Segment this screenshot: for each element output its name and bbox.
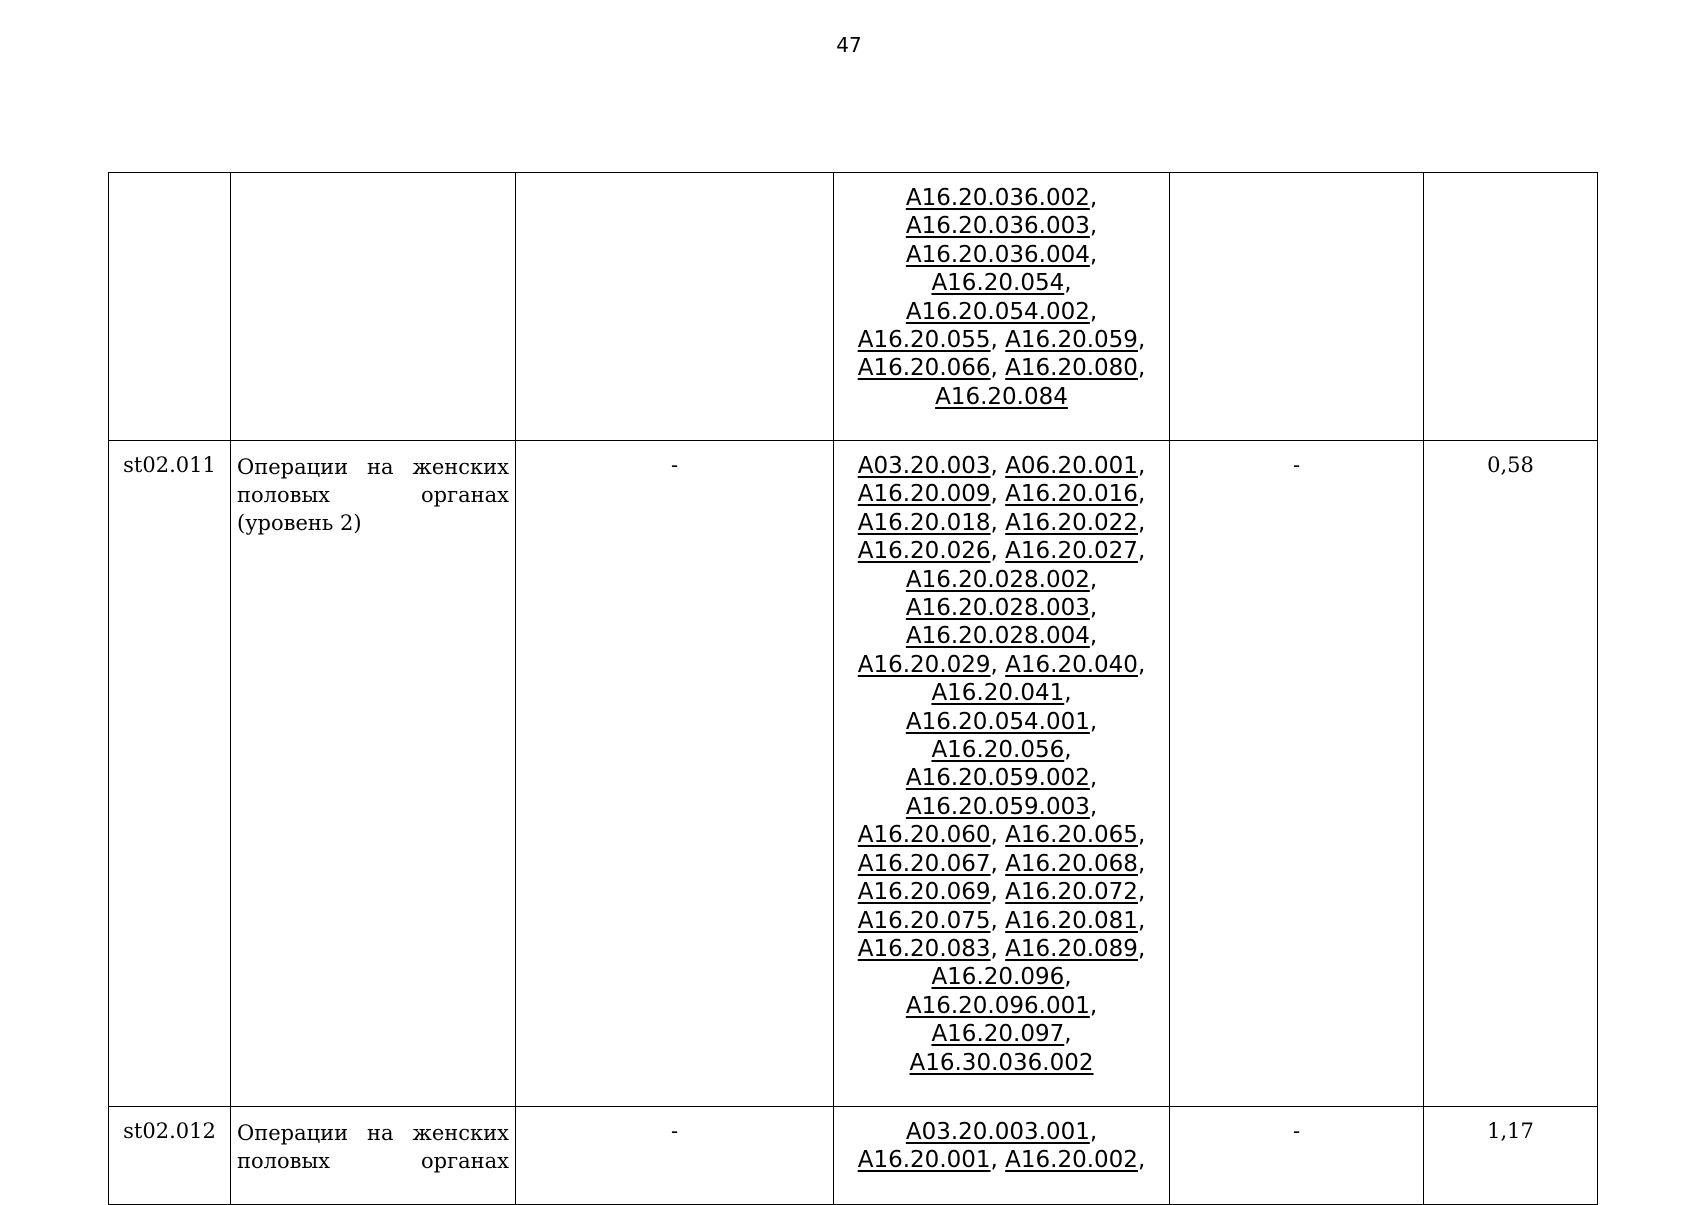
- procedure-code-line: [834, 1049, 1169, 1077]
- procedure-code-line: A16.20.097,: [931, 1021, 1072, 1048]
- procedure-code-link[interactable]: A16.20.066: [857, 355, 991, 382]
- procedure-code-line: A16.20.036.002,: [905, 185, 1098, 211]
- ksg-name-line: Операции на женских: [237, 1121, 509, 1145]
- procedure-code-line: A03.20.003, A06.20.001,: [857, 453, 1146, 479]
- procedure-code-line: A16.20.059.003,: [905, 793, 1098, 820]
- procedure-code-line: A16.20.069, A16.20.072,: [857, 879, 1146, 906]
- procedure-code-line: A16.20.009, A16.20.016,: [857, 481, 1146, 508]
- procedure-code-line: A16.20.036.003,: [905, 213, 1098, 240]
- procedures-table: [108, 172, 1598, 1205]
- procedure-code-link[interactable]: A16.20.080: [1005, 355, 1138, 382]
- procedure-code-line: A16.20.060, A16.20.065,: [857, 822, 1146, 849]
- procedure-code-link[interactable]: A16.20.059.002: [905, 765, 1090, 792]
- procedure-code-line: A16.20.028.002,: [905, 566, 1098, 593]
- ksg-name-line: половых органах: [237, 1149, 509, 1173]
- procedure-code-link[interactable]: A16.20.067: [857, 850, 991, 877]
- ksg-name-cell: [231, 173, 516, 441]
- procedure-code-line: A16.20.054.001,: [905, 708, 1098, 735]
- procedure-code-link[interactable]: A16.20.040: [1005, 651, 1138, 678]
- procedure-code-line: A16.20.059.002,: [905, 765, 1098, 792]
- procedure-code-link[interactable]: A16.20.065: [1005, 822, 1138, 849]
- procedure-code-link[interactable]: A16.20.083: [857, 935, 991, 962]
- procedure-code-line: A16.20.001, A16.20.002,: [857, 1147, 1146, 1174]
- procedure-code-link[interactable]: A16.20.054.001: [905, 708, 1090, 735]
- procedure-code-line: A03.20.003.001,: [905, 1119, 1098, 1145]
- procedure-code-line: A16.20.056,: [931, 737, 1072, 764]
- procedure-code-link[interactable]: A16.20.054.002: [905, 298, 1090, 325]
- procedure-code-line: A16.20.066, A16.20.080,: [857, 355, 1146, 382]
- procedure-code-link[interactable]: A16.20.016: [1005, 481, 1138, 508]
- procedure-code-line: A16.20.054,: [931, 270, 1072, 297]
- procedure-code-link[interactable]: A16.20.002: [1005, 1147, 1138, 1174]
- diagnosis-cell: [516, 173, 834, 441]
- procedure-code-line: A16.20.055, A16.20.059,: [857, 327, 1146, 354]
- procedure-code-link[interactable]: A16.20.060: [857, 822, 991, 849]
- procedure-code-link[interactable]: A16.20.096: [931, 964, 1065, 991]
- procedure-code-link[interactable]: A16.20.001: [857, 1147, 991, 1174]
- procedure-code-link[interactable]: A16.20.036.003: [905, 213, 1090, 240]
- procedure-code-line: A16.20.026, A16.20.027,: [857, 538, 1146, 565]
- procedure-code-line: [834, 383, 1169, 411]
- procedure-code-line: A16.20.028.003,: [905, 595, 1098, 622]
- procedure-code-link[interactable]: A16.20.089: [1005, 935, 1138, 962]
- other-criteria-cell: [1170, 173, 1424, 441]
- procedure-code-link[interactable]: A16.20.028.002: [905, 566, 1090, 593]
- procedure-code-line: A16.20.029, A16.20.040,: [857, 651, 1146, 678]
- procedure-code-link[interactable]: A16.20.072: [1005, 879, 1138, 906]
- procedure-code-link[interactable]: A03.20.003: [857, 453, 991, 479]
- procedure-code-line: A16.20.041,: [931, 680, 1072, 707]
- procedure-code-link[interactable]: A16.20.027: [1005, 538, 1138, 565]
- procedure-code-link[interactable]: A16.20.075: [857, 907, 991, 934]
- diagnosis-cell: -: [516, 1107, 834, 1205]
- ksg-code-cell: st02.011: [109, 441, 231, 1107]
- diagnosis-cell: -: [516, 441, 834, 1107]
- coefficient-cell: 0,58: [1424, 441, 1598, 1107]
- procedure-code-link[interactable]: A16.20.056: [931, 737, 1065, 764]
- procedure-code-link[interactable]: A16.20.041: [931, 680, 1065, 707]
- procedure-code-link[interactable]: A16.20.036.004: [905, 241, 1090, 268]
- procedure-code-line: A16.20.028.004,: [905, 623, 1098, 650]
- procedure-code-line: A16.20.054.002,: [905, 298, 1098, 325]
- procedure-code-line: A16.20.018, A16.20.022,: [857, 509, 1146, 536]
- coefficient-cell: 1,17: [1424, 1107, 1598, 1205]
- procedure-code-link[interactable]: A16.20.068: [1005, 850, 1138, 877]
- procedure-code-link[interactable]: A16.20.096.001: [905, 992, 1090, 1019]
- ksg-name-line: половых органах: [237, 483, 509, 507]
- procedure-code-link[interactable]: A16.30.036.002: [909, 1049, 1094, 1076]
- ksg-name-cell: [231, 1107, 516, 1205]
- procedure-code-link[interactable]: A16.20.081: [1005, 907, 1138, 934]
- other-criteria-cell: -: [1170, 1107, 1424, 1205]
- procedure-code-link[interactable]: A16.20.055: [857, 327, 991, 354]
- ksg-name-cell: [231, 441, 516, 1107]
- procedure-code-line: A16.20.083, A16.20.089,: [857, 935, 1146, 962]
- table-row: [109, 173, 1598, 441]
- table-row: [109, 441, 1598, 1107]
- procedure-code-link[interactable]: A16.20.036.002: [905, 185, 1090, 211]
- procedure-code-link[interactable]: A16.20.026: [857, 538, 991, 565]
- procedure-code-link[interactable]: A16.20.084: [935, 383, 1068, 410]
- procedure-code-line: A16.20.067, A16.20.068,: [857, 850, 1146, 877]
- procedure-codes-cell: [834, 1107, 1170, 1205]
- page-number: 47: [836, 33, 862, 57]
- procedure-code-link[interactable]: A16.20.029: [857, 651, 991, 678]
- procedure-codes-cell: [834, 173, 1170, 441]
- procedure-code-link[interactable]: A16.20.059.003: [905, 793, 1090, 820]
- procedure-code-link[interactable]: A16.20.009: [857, 481, 991, 508]
- procedure-code-link[interactable]: A16.20.054: [931, 270, 1065, 297]
- procedure-code-link[interactable]: A16.20.028.003: [905, 595, 1090, 622]
- ksg-code-cell: [109, 173, 231, 441]
- procedure-code-link[interactable]: A16.20.069: [857, 879, 991, 906]
- procedure-code-link[interactable]: A06.20.001: [1005, 453, 1138, 479]
- procedure-code-line: A16.20.036.004,: [905, 241, 1098, 268]
- procedure-code-link[interactable]: A16.20.022: [1005, 509, 1138, 536]
- procedure-code-link[interactable]: A16.20.018: [857, 509, 991, 536]
- procedure-code-line: A16.20.096,: [931, 964, 1072, 991]
- table-row: [109, 1107, 1598, 1205]
- ksg-code-cell: st02.012: [109, 1107, 231, 1205]
- procedure-code-link[interactable]: A03.20.003.001: [905, 1119, 1090, 1145]
- procedure-code-link[interactable]: A16.20.028.004: [905, 623, 1090, 650]
- coefficient-cell: [1424, 173, 1598, 441]
- procedure-code-link[interactable]: A16.20.059: [1005, 327, 1138, 354]
- procedure-code-line: A16.20.096.001,: [905, 992, 1098, 1019]
- ksg-name-line: (уровень 2): [237, 511, 362, 535]
- procedure-code-line: A16.20.075, A16.20.081,: [857, 907, 1146, 934]
- ksg-name-line: Операции на женских: [237, 455, 509, 479]
- procedure-codes-cell: [834, 441, 1170, 1107]
- procedure-code-link[interactable]: A16.20.097: [931, 1021, 1065, 1048]
- other-criteria-cell: -: [1170, 441, 1424, 1107]
